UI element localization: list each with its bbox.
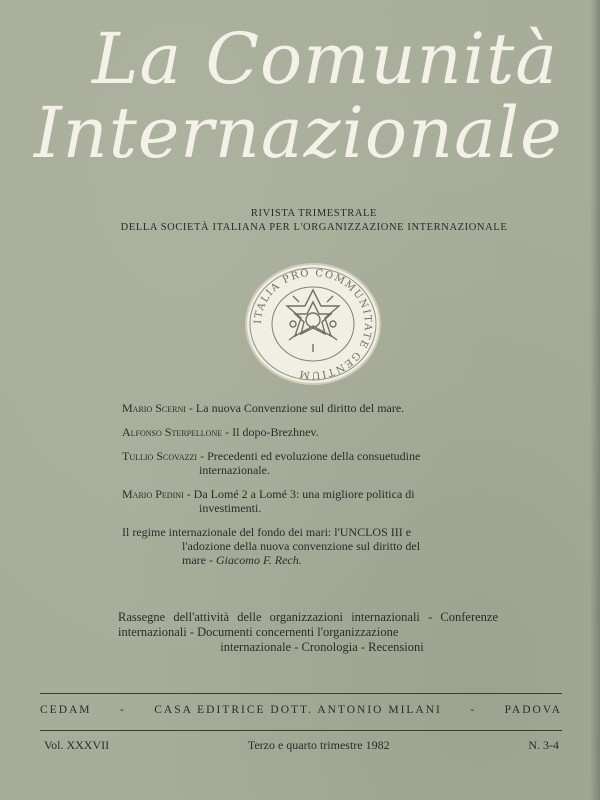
separator: - xyxy=(185,401,196,415)
subtitle-line-2: DELLA SOCIETÀ ITALIANA PER L'ORGANIZZAZIONE INTERNAZIONALE xyxy=(120,222,508,233)
article-title-continuation-2 xyxy=(122,553,517,567)
sections-list xyxy=(118,610,498,655)
publisher-line xyxy=(40,704,562,716)
separator: - xyxy=(205,553,216,567)
subtitle-line-1: RIVISTA TRIMESTRALE xyxy=(250,208,378,219)
article-entry xyxy=(122,425,517,439)
separator: - xyxy=(197,449,208,463)
article-title: La nuova Convenzione sul diritto del mare. xyxy=(195,401,405,415)
article-author: Mario Scerni xyxy=(122,401,186,415)
article-title-continuation: l'adozione della nuova convenzione sul diritto del xyxy=(182,539,421,553)
medallion-seal-icon xyxy=(243,262,383,386)
article-title-end: mare xyxy=(182,553,206,567)
title-line-2: Internazionale xyxy=(34,92,563,174)
separator: - xyxy=(183,487,194,501)
article-title: Da Lomé 2 a Lomé 3: una migliore politica di xyxy=(193,487,415,501)
publisher-house: CASA EDITRICE DOTT. ANTONIO MILANI xyxy=(154,704,442,716)
page-edge-shadow xyxy=(590,0,600,800)
table-of-contents xyxy=(122,401,517,577)
sections-text: Rassegne dell'attività delle organizzazioni internazionali - Conferenze internazionali - Documenti concernenti l'organizzazione xyxy=(118,610,498,639)
issue-volume: Vol. XXXVII xyxy=(44,738,110,752)
article-title-continuation: investimenti. xyxy=(199,501,262,515)
article-entry xyxy=(122,487,517,515)
article-author: Tullio Scovazzi xyxy=(122,449,198,463)
divider-top xyxy=(40,693,562,694)
article-entry xyxy=(122,449,517,477)
article-author: Giacomo F. Rech. xyxy=(215,553,302,567)
publisher-name: CEDAM xyxy=(40,704,92,716)
issue-number: N. 3-4 xyxy=(528,738,559,752)
article-entry xyxy=(122,525,517,567)
article-title: Il regime internazionale del fondo dei mari: l'UNCLOS III e xyxy=(122,525,412,539)
issue-period: Terzo e quarto trimestre 1982 xyxy=(247,738,390,752)
article-title-continuation: internazionale. xyxy=(199,463,270,477)
divider-bottom xyxy=(40,730,562,731)
separator: - xyxy=(119,704,126,716)
article-author: Mario Pedini xyxy=(122,487,184,501)
article-title: Il dopo-Brezhnev. xyxy=(232,425,319,439)
publisher-city: PADOVA xyxy=(504,704,562,716)
separator: - xyxy=(470,704,477,716)
issue-line xyxy=(44,738,559,753)
separator: - xyxy=(222,425,233,439)
article-entry xyxy=(122,401,517,415)
article-author: Alfonso Sterpellone xyxy=(122,425,223,439)
seal-inscription: ITALIA PRO COMMUNITATE GENTIUM xyxy=(252,267,374,381)
article-title: Precedenti ed evoluzione della consuetudine xyxy=(207,449,421,463)
title-line-1: La Comunità xyxy=(92,18,558,100)
sections-text-last: internazionale - Cronologia - Recensioni xyxy=(220,640,424,654)
